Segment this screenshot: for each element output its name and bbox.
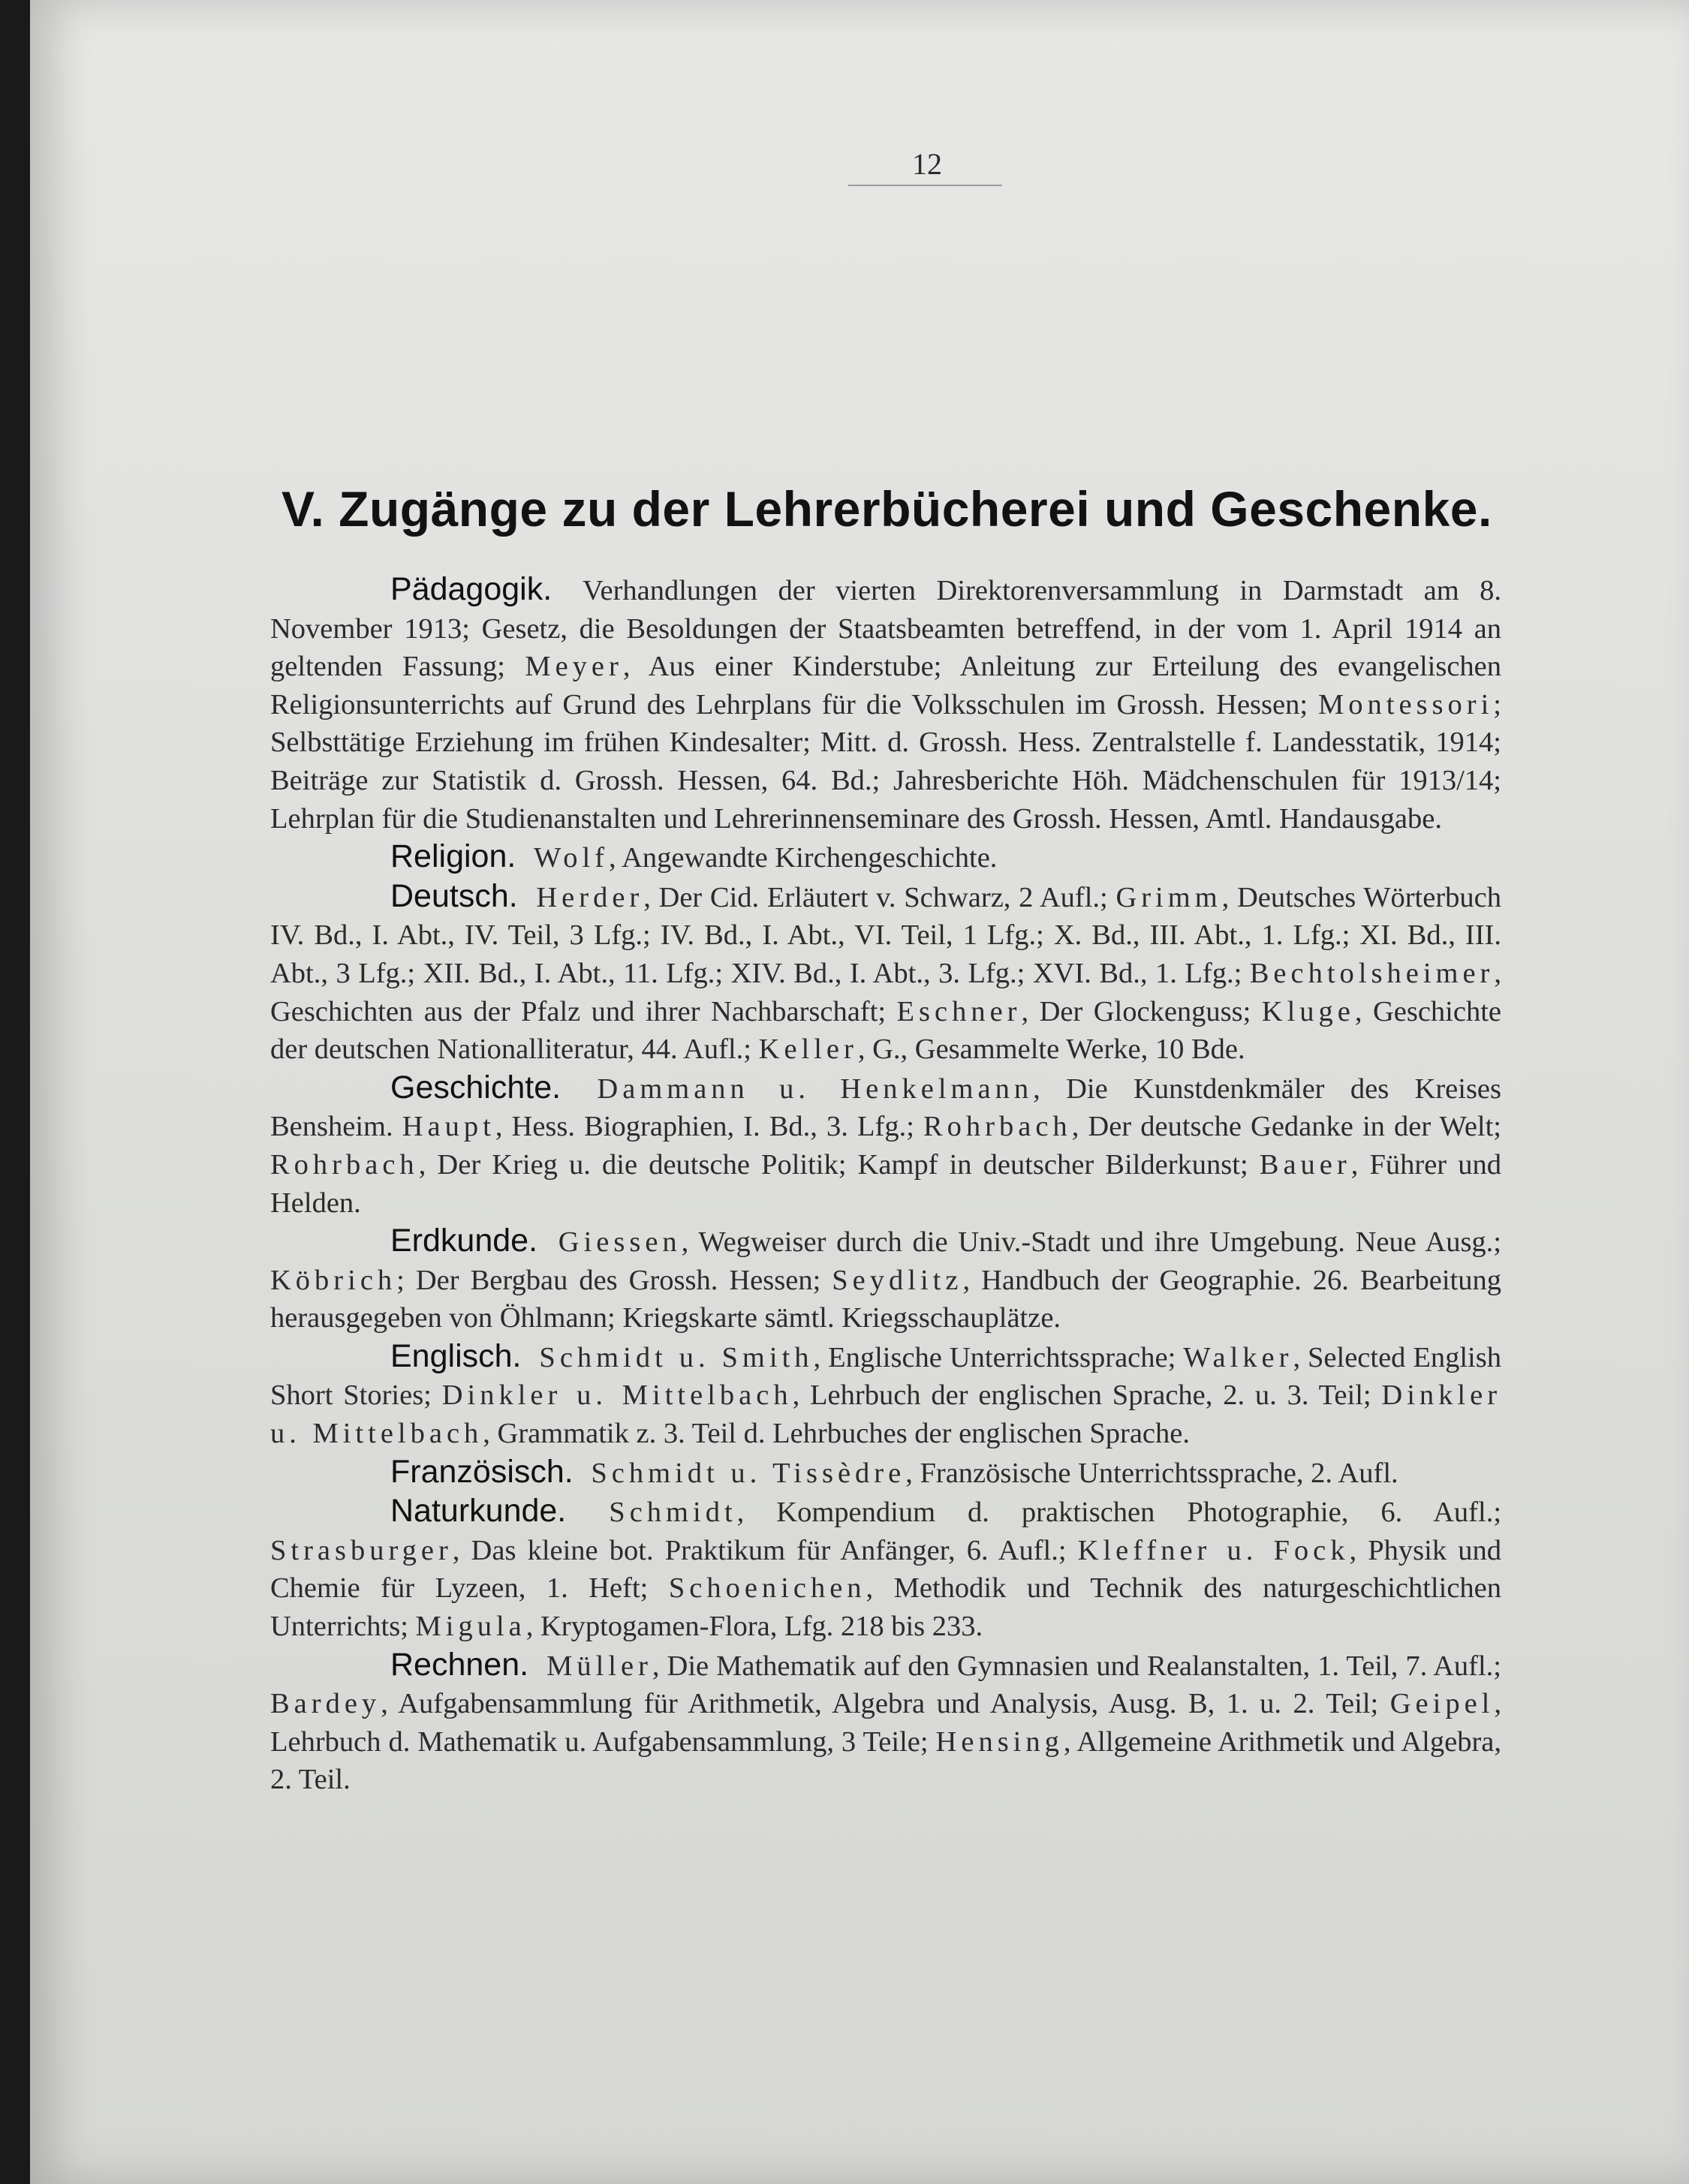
entry-text: , Lehrbuch d. Mathematik u. Aufgabensammlung, 3 Teile;: [270, 1688, 1501, 1758]
author-name: Köbrich: [270, 1264, 397, 1296]
entry-text: , Methodik und Technik des naturgeschichtlichen Unterrichts;: [270, 1572, 1501, 1643]
entry-text: [528, 882, 537, 913]
author-name: Giessen: [558, 1226, 682, 1259]
entry-text: [539, 1650, 546, 1682]
entry-text: , Der Glockenguss;: [1021, 995, 1262, 1027]
author-name: Bechtolsheimer: [1249, 957, 1495, 989]
author-name: Montessori: [1318, 688, 1494, 720]
body-text: [270, 570, 1501, 1799]
author-name: Dinkler u. Mittelbach: [441, 1379, 793, 1412]
author-name: Schoenichen: [668, 1572, 866, 1605]
author-name: Herder: [536, 881, 644, 913]
entry-text: , Aufgabensammlung für Arithmetik, Algebra und Analysis, Ausg. B, 1. u. 2. Teil;: [381, 1688, 1390, 1720]
subject-paragraph: [270, 877, 1501, 1069]
entry-text: , Die Kunstdenkmäler des Kreises Bensheim.: [270, 1072, 1501, 1143]
page-number-rule: [848, 185, 1002, 186]
author-name: Haupt: [402, 1111, 495, 1143]
entry-text: , Grammatik z. 3. Teil d. Lehrbuches der englischen Sprache.: [483, 1418, 1190, 1450]
entry-text: , Aus einer Kinderstube; Anleitung zur Erteilung des evangelischen Religionsunterrichts auf Grund des Lehrplans für die Volksschulen im Grossh. Hessen;: [270, 651, 1501, 720]
entry-text: [571, 1073, 597, 1105]
author-name: Seydlitz: [832, 1264, 963, 1296]
subject-title: Religion.: [390, 838, 516, 875]
entry-text: , G., Gesammelte Werke, 10 Bde.: [857, 1033, 1245, 1066]
entry-text: , Die Mathematik auf den Gymnasien und Realanstalten, 1. Teil, 7. Aufl.;: [652, 1650, 1502, 1682]
author-name: Kleffner u. Fock: [1077, 1534, 1350, 1566]
author-name: Hensing: [935, 1725, 1064, 1758]
entry-text: , Lehrbuch der englischen Sprache, 2. u. 3. Teil;: [792, 1379, 1382, 1412]
entry-text: , Geschichten aus der Pfalz und ihrer Nachbarschaft;: [270, 957, 1501, 1027]
entry-text: , Englische Unterrichtssprache;: [813, 1341, 1184, 1373]
entry-text: , Der Cid. Erläutert v. Schwarz, 2 Aufl.;: [643, 881, 1116, 913]
author-name: Geipel: [1389, 1688, 1495, 1720]
subject-paragraph: [270, 1069, 1501, 1222]
author-name: Schmidt: [609, 1497, 737, 1529]
entry-text: , Führer und Helden.: [270, 1148, 1501, 1219]
author-name: Bardey: [270, 1688, 381, 1720]
section-heading: V. Zugänge zu der Lehrerbücherei und Geschenke.: [282, 481, 1492, 537]
author-name: Migula: [415, 1611, 526, 1643]
entry-text: , Kompendium d. praktischen Photographie, 6. Aufl.;: [736, 1497, 1502, 1529]
subject-title: Erdkunde.: [390, 1223, 538, 1259]
entry-text: [584, 1458, 592, 1489]
subject-paragraph: [270, 1492, 1501, 1645]
author-name: Dammann u. Henkelmann: [597, 1072, 1034, 1105]
entry-text: , Das kleine bot. Praktikum für Anfänger, 6. Aufl.;: [452, 1534, 1078, 1566]
author-name: Wolf: [533, 842, 609, 874]
subject-title: Deutsch.: [390, 877, 518, 914]
entry-text: , Geschichte der deutschen Nationalliteratur, 44. Aufl.;: [270, 995, 1501, 1066]
subject-paragraph: [270, 1453, 1501, 1493]
subject-paragraph: [270, 570, 1501, 838]
entry-text: , Handbuch der Geographie. 26. Bearbeitung herausgegeben von Öhlmann; Kriegskarte sämtl. Kriegsschauplätze.: [270, 1264, 1501, 1334]
author-name: Walker: [1183, 1341, 1293, 1373]
entry-text: , Physik und Chemie für Lyzeen, 1. Heft;: [270, 1534, 1501, 1605]
subject-paragraph: [270, 1646, 1501, 1799]
author-name: Dinkler u. Mittelbach: [270, 1379, 1502, 1450]
author-name: Eschner: [896, 995, 1022, 1027]
author-name: Müller: [546, 1650, 652, 1682]
subject-title: Naturkunde.: [390, 1493, 567, 1530]
subject-title: Französisch.: [390, 1453, 574, 1490]
entry-text: [577, 1497, 609, 1528]
entry-text: , Der deutsche Gedanke in der Welt;: [1071, 1111, 1501, 1143]
entry-text: , Wegweiser durch die Univ.-Stadt und ihre Umgebung. Neue Ausg.;: [681, 1226, 1501, 1259]
entry-text: [531, 1342, 539, 1373]
author-name: Schmidt u. Smith: [539, 1341, 814, 1373]
author-name: Kluge: [1261, 995, 1355, 1027]
author-name: Keller: [758, 1033, 858, 1066]
author-name: Rohrbach: [270, 1148, 419, 1181]
subject-title: Pädagogik.: [390, 571, 552, 607]
subject-title: Rechnen.: [390, 1646, 529, 1683]
subject-paragraph: [270, 838, 1501, 877]
entry-text: , Hess. Biographien, I. Bd., 3. Lfg.;: [495, 1111, 923, 1143]
author-name: Strasburger: [270, 1534, 453, 1566]
entry-text: , Allgemeine Arithmetik und Algebra, 2. Teil.: [270, 1725, 1501, 1796]
author-name: Bauer: [1259, 1148, 1351, 1181]
entry-text: , Deutsches Wörterbuch IV. Bd., I. Abt., IV. Teil, 3 Lfg.; IV. Bd., I. Abt., VI. Teil, 1 Lfg.; X. Bd., III. Abt., 1. Lfg.; XI. Bd., III. Abt., 3 Lfg.; XII. Bd., I. Abt., 11. Lfg.; XIV. Bd., I. Abt., 3. Lfg.; XVI. Bd., 1. Lfg.;: [270, 881, 1502, 989]
author-name: Meyer: [525, 651, 623, 683]
subject-paragraph: [270, 1337, 1501, 1453]
entry-text: , Kryptogamen-Flora, Lfg. 218 bis 233.: [525, 1611, 983, 1643]
entry-text: , Selected English Short Stories;: [270, 1341, 1501, 1412]
page-number: 12: [912, 147, 942, 181]
entry-text: , Französische Unterrichtssprache, 2. Aufl.: [905, 1457, 1398, 1489]
entry-text: ; Der Bergbau des Grossh. Hessen;: [396, 1264, 832, 1296]
author-name: Grimm: [1115, 881, 1222, 913]
author-name: Schmidt u. Tissèdre: [591, 1457, 906, 1489]
subject-paragraph: [270, 1222, 1501, 1337]
subject-title: Geschichte.: [390, 1069, 561, 1106]
subject-title: Englisch.: [390, 1337, 522, 1374]
entry-text: ; Selbsttätige Erziehung im frühen Kindesalter; Mitt. d. Grossh. Hess. Zentralstelle f. Landesstatik, 1914; Beiträge zur Statistik d. Grossh. Hessen, 64. Bd.; Jahresberichte Höh. Mädchenschulen für 1913/14; Lehrplan für die Studienanstalten und Lehrerinnenseminare des Grossh. Hessen, Amtl. Handausgabe.: [270, 688, 1501, 835]
entry-text: , Der Krieg u. die deutsche Politik; Kampf in deutscher Bilderkunst;: [418, 1148, 1260, 1181]
author-name: Rohrbach: [923, 1111, 1072, 1143]
entry-text: [526, 842, 534, 874]
entry-text: , Angewandte Kirchengeschichte.: [608, 842, 998, 874]
entry-text: [548, 1226, 558, 1258]
entry-text: Verhandlungen der vierten Direktorenversammlung in Darmstadt am 8. November 1913; Gesetz, die Besoldungen der Staatsbeamten betreffend, in der vom 1. April 1914 an geltenden Fassung;: [270, 575, 1501, 683]
